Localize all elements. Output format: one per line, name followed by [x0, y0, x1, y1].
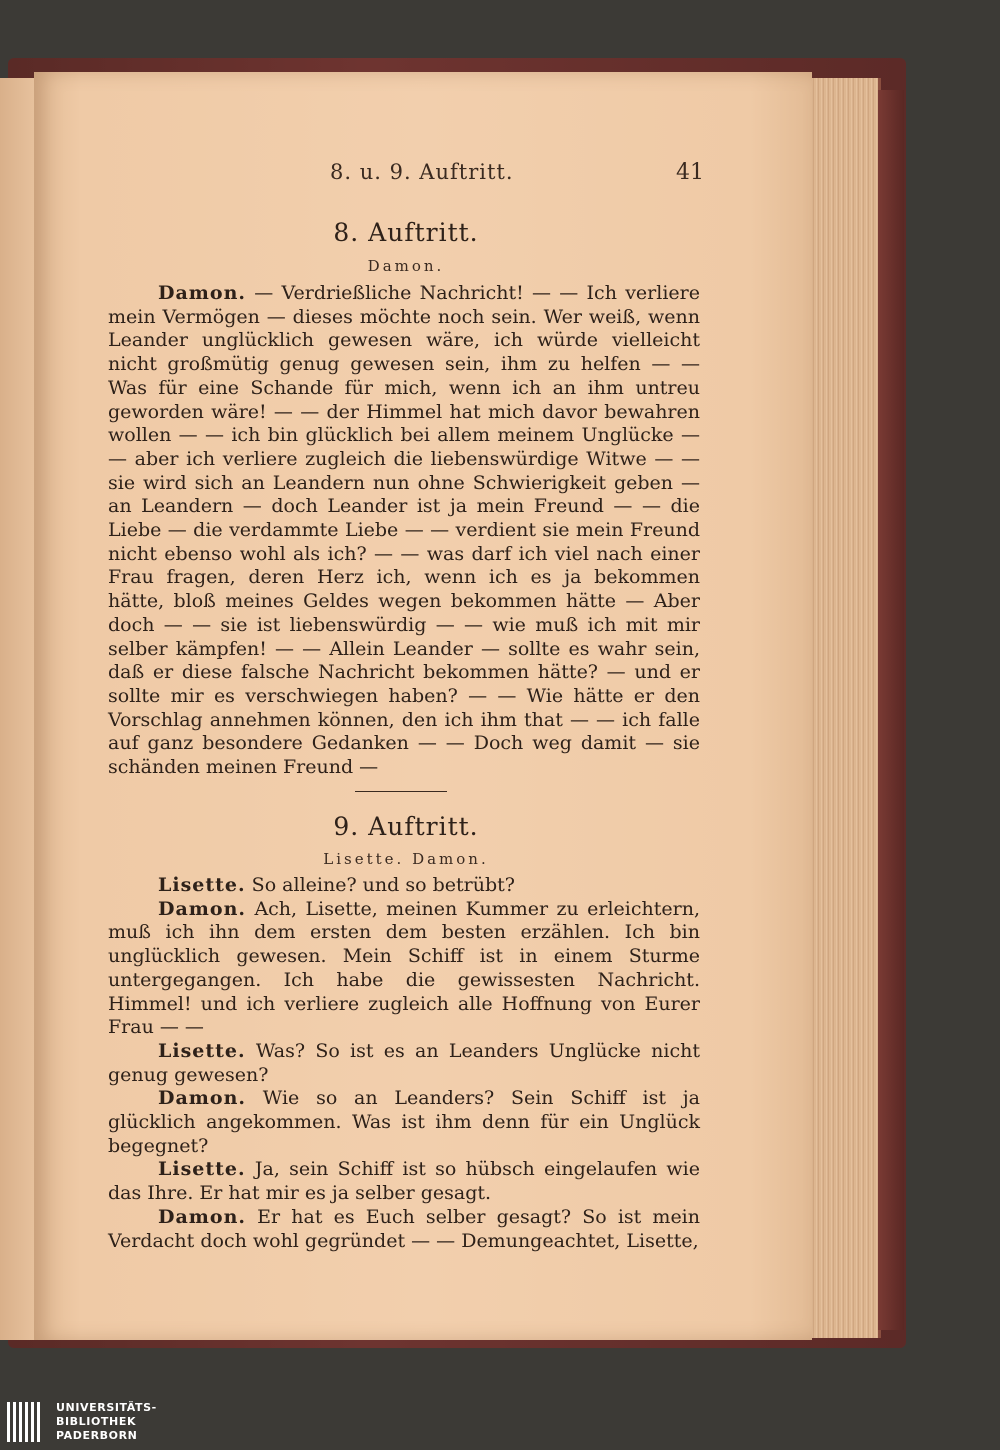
speech-text: — Verdrießliche Nachricht! — — Ich verliere mein Vermögen — dieses möchte noch sein. Wer weiß, wenn Leander unglücklich gewesen wäre, ich würde vielleicht nicht großmütig genug gewesen sein, ihm zu helfen — — Was für eine Schande für mich, wenn ich an ihm untreu geworden wäre! — — der Himmel hat mich davor bewahren wollen — — ich bin glücklich bei allem meinem Unglücke — — aber ich verliere zugleich die liebenswürdige Witwe — — sie wird sich an Leandern nun ohne Schwierigkeit geben — an Leandern — doch Leander ist ja mein Freund — — die Liebe — die verdammte Liebe — — verdient sie mein Freund nicht ebenso wohl als ich? — — was darf ich viel nach einer Frau fragen, deren Herz ich, wenn ich es ja bekommen hätte, bloß meines Geldes wegen bekommen hätte — Aber doch — — sie ist liebenswürdig — — wie muß ich mit mir selber kämpfen! — — Allein Leander — sollte es wahr sein, daß er diese falsche Nachricht bekommen hätte? — und er sollte mir es verschwiegen haben? — — Wie hätte er den Vorschlag annehmen können, den ich ihm that — — ich falle auf ganz besondere Gedanken — — Doch weg damit — sie schänden meinen Freund — [108, 282, 700, 779]
speaker-name: Damon. [158, 897, 246, 920]
scene-9-text [108, 874, 700, 1253]
section-divider [355, 791, 447, 792]
speech-paragraph [108, 874, 700, 898]
library-name [56, 1401, 157, 1443]
speaker-name: Lisette. [158, 874, 246, 896]
library-logo [6, 1400, 266, 1445]
speech-text: Ach, Lisette, meinen Kummer zu erleichtern, muß ich ihn dem ersten dem besten erzählen. Ich bin unglücklich gewesen. Mein Schiff ist in einem Sturme untergegangen. Ich habe die gewissesten Nachricht. Himmel! und ich verliere zugleich alle Hoffnung von Eurer Frau — — [108, 897, 700, 1039]
speech-text: Ja, sein Schiff ist so hübsch eingelaufen wie das Ihre. Er hat mir es ja selber gesagt. [108, 1158, 700, 1205]
speaker-name: Damon. [158, 1087, 246, 1110]
running-header: 8. u. 9. Auftritt. [330, 160, 514, 184]
library-mark-icon [6, 1400, 46, 1444]
scene-8-persons: Damon. [367, 257, 445, 275]
speaker-name: Damon. [158, 282, 246, 304]
speech-paragraph [108, 1040, 700, 1087]
speech-paragraph [108, 282, 700, 780]
speech-text: Wie so an Leanders? Sein Schiff ist ja glücklich angekommen. Was ist ihm denn für ein Unglück begegnet? [108, 1087, 701, 1157]
speech-paragraph [108, 1158, 700, 1205]
page-number: 41 [676, 160, 704, 185]
library-name-line: UNIVERSITÄTS- [56, 1401, 157, 1414]
speaker-name: Lisette. [158, 1039, 246, 1062]
speech-text: Was? So ist es an Leanders Unglücke nicht genug gewesen? [108, 1039, 701, 1086]
scene-9-heading: 9. Auftritt. [333, 812, 479, 841]
speaker-name: Damon. [158, 1205, 246, 1228]
scene-9-persons: Lisette. Damon. [323, 850, 489, 868]
cover-edge [878, 90, 904, 1330]
speech-paragraph [108, 898, 700, 1040]
scene-8-heading: 8. Auftritt. [333, 218, 479, 247]
speaker-name: Lisette. [158, 1158, 246, 1181]
library-name-line: PADERBORN [56, 1429, 138, 1442]
library-name-line: BIBLIOTHEK [56, 1415, 137, 1428]
speech-text: Er hat es Euch selber gesagt? So ist mein Verdacht doch wohl gegründet — — Demungeachtet, Lisette, [108, 1205, 700, 1252]
page-block-edge [800, 78, 881, 1338]
speech-paragraph [108, 1206, 700, 1253]
speech-paragraph [108, 1087, 700, 1158]
scene-8-text [108, 282, 700, 780]
speech-text: So alleine? und so betrübt? [251, 874, 515, 896]
